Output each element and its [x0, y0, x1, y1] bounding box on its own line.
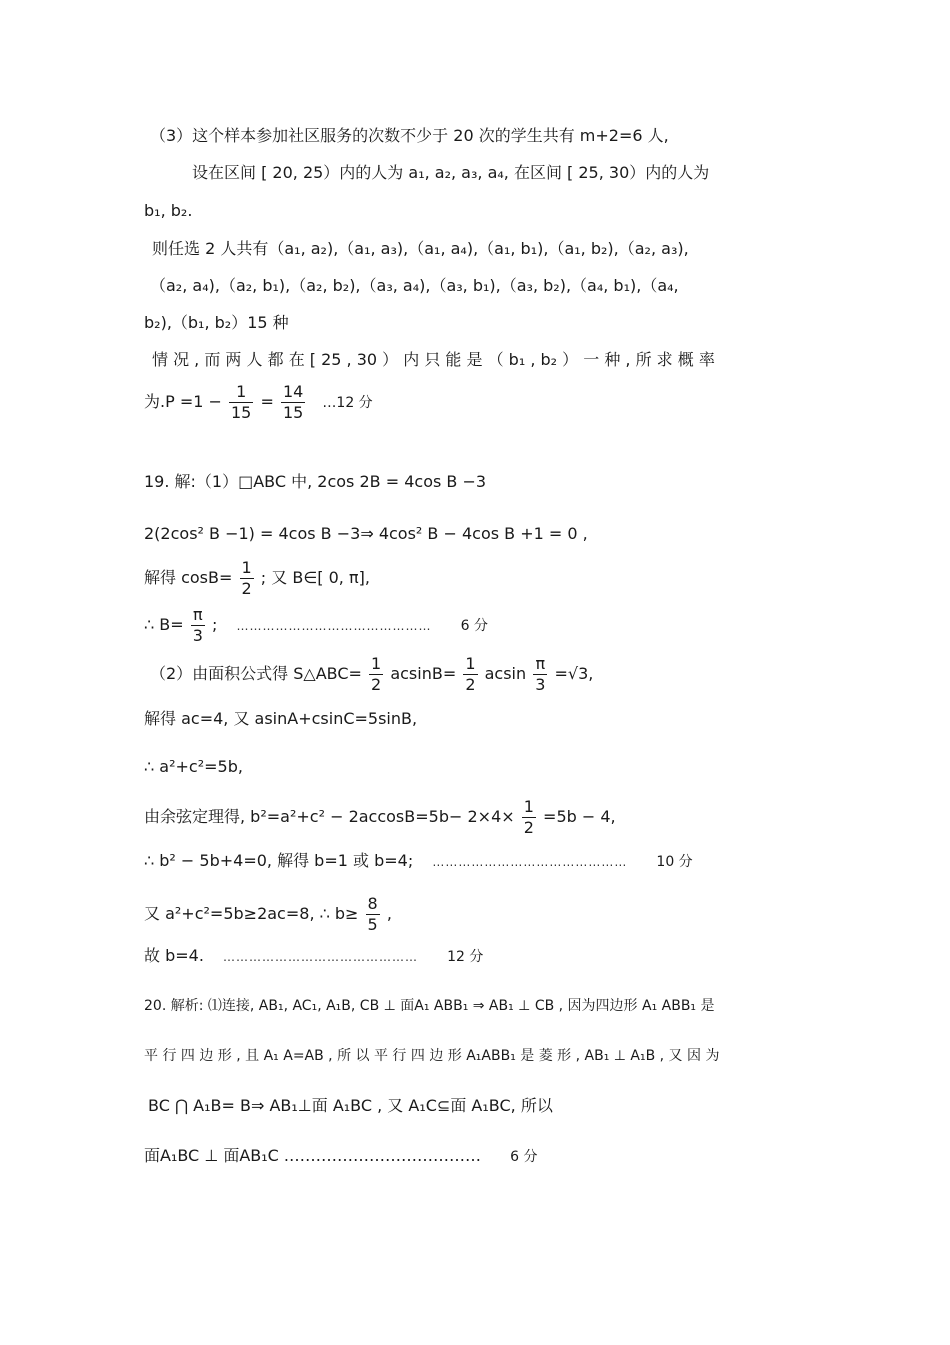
leader-dots: ……………………………………… [236, 619, 432, 633]
score-10: 10 分 [656, 854, 693, 870]
q19-line-11: 故 b=4. ……………………………………… 12 分 [144, 946, 484, 965]
q19-line-3: 解得 cosB= $\frac{1}{2}$ ; 又 B∈[ 0, π], [144, 558, 370, 598]
q18-line-8 [144, 384, 373, 421]
fraction-one-half: $\frac{1}{2}$ [465, 654, 476, 694]
probability-prefix: 为.P =1 − [144, 392, 222, 411]
q18-line-7: 情 况 , 而 两 人 都 在 [ 25 , 30 ） 内 只 能 是 （ b₁ , b₂ ） 一 种 , 所 求 概 率 [152, 350, 715, 369]
q19-line-10: 又 a²+c²=5b≥2ac=8, ∴ b≥ $\frac{8}{5}$ , [144, 894, 392, 934]
q18-line-2: 设在区间 [ 20, 25）内的人为 a₁, a₂, a₃, a₄, 在区间 [ 25, 30）内的人为 [192, 163, 710, 182]
q19-line-9: ∴ b² − 5b+4=0, 解得 b=1 或 b=4; ……………………………………… 10 分 [144, 851, 693, 870]
fraction-one-half: $\frac{1}{2}$ [523, 797, 534, 837]
fraction-8-5: $\frac{8}{5}$ [367, 894, 378, 934]
q19-line-7: ∴ a²+c²=5b, [144, 757, 243, 776]
q19-line-8: 由余弦定理得, b²=a²+c² − 2accosB=5b− 2×4× $\frac{1}{2}$ =5b − 4, [144, 797, 616, 837]
q18-line-3: b₁, b₂. [144, 201, 193, 220]
q18-line-4: 则任选 2 人共有（a₁, a₂),（a₁, a₃),（a₁, a₄),（a₁, b₁),（a₁, b₂),（a₂, a₃), [152, 239, 689, 258]
fraction-one-half: $\frac{1}{2}$ [371, 654, 382, 694]
q19-line-4: ∴ B= $\frac{\pi}{3}$ ; ……………………………………… 6 分 [144, 605, 488, 645]
q19-line-2: 2(2cos² B −1) = 4cos B −3⇒ 4cos² B − 4cos B +1 = 0 , [144, 524, 588, 543]
q20-line-3: BC ⋂ A₁B= B⇒ AB₁⊥面 A₁BC , 又 A₁C⊆面 A₁BC, 所以 [148, 1096, 553, 1115]
q18-line-5: （a₂, a₄),（a₂, b₁),（a₂, b₂),（a₃, a₄),（a₃, b₁),（a₃, b₂),（a₄, b₁),（a₄, [150, 276, 679, 295]
q19-line-5: （2）由面积公式得 S△ABC= $\frac{1}{2}$ acsinB= $\frac{1}{2}$ acsin $\frac{\pi}{3}$ =√3, [150, 654, 594, 694]
fraction-14-15: $\frac{14}{15}$ [282, 382, 304, 422]
leader-dots: ……………………………………… [223, 950, 419, 964]
q20-line-1: 20. 解析: ⑴连接, AB₁, AC₁, A₁B, CB ⊥ 面A₁ ABB₁ ⇒ AB₁ ⊥ CB , 因为四边形 A₁ ABB₁ 是 [144, 998, 715, 1014]
fraction-one-half: $\frac{1}{2}$ [241, 558, 252, 598]
q18-line-1: （3）这个样本参加社区服务的次数不少于 20 次的学生共有 m+2=6 人, [150, 126, 669, 145]
score-6: 6 分 [460, 618, 488, 634]
score-12: 12 分 [447, 949, 484, 965]
equals-sign: = [260, 392, 274, 411]
fraction-pi-over-3: $\frac{\pi}{3}$ [192, 605, 203, 645]
q19-line-6: 解得 ac=4, 又 asinA+csinC=5sinB, [144, 709, 418, 728]
q19-line-1: 19. 解:（1）□ABC 中, 2cos 2B = 4cos B −3 [144, 472, 487, 491]
fraction-1-15: $\frac{1}{15}$ [231, 382, 252, 422]
leader-dots: ……………………………………… [432, 855, 628, 869]
score-6: 6 分 [510, 1149, 538, 1165]
score-12: …12 分 [322, 395, 373, 411]
q20-line-4: 面A₁BC ⊥ 面AB₁C .……………………………… 6 分 [144, 1146, 538, 1165]
q18-line-6: b₂),（b₁, b₂）15 种 [144, 313, 289, 332]
q20-line-2: 平 行 四 边 形 , 且 A₁ A=AB , 所 以 平 行 四 边 形 A₁ABB₁ 是 菱 形 , AB₁ ⊥ A₁B , 又 因 为 [144, 1048, 720, 1064]
fraction-pi-over-3: $\frac{\pi}{3}$ [535, 654, 546, 694]
